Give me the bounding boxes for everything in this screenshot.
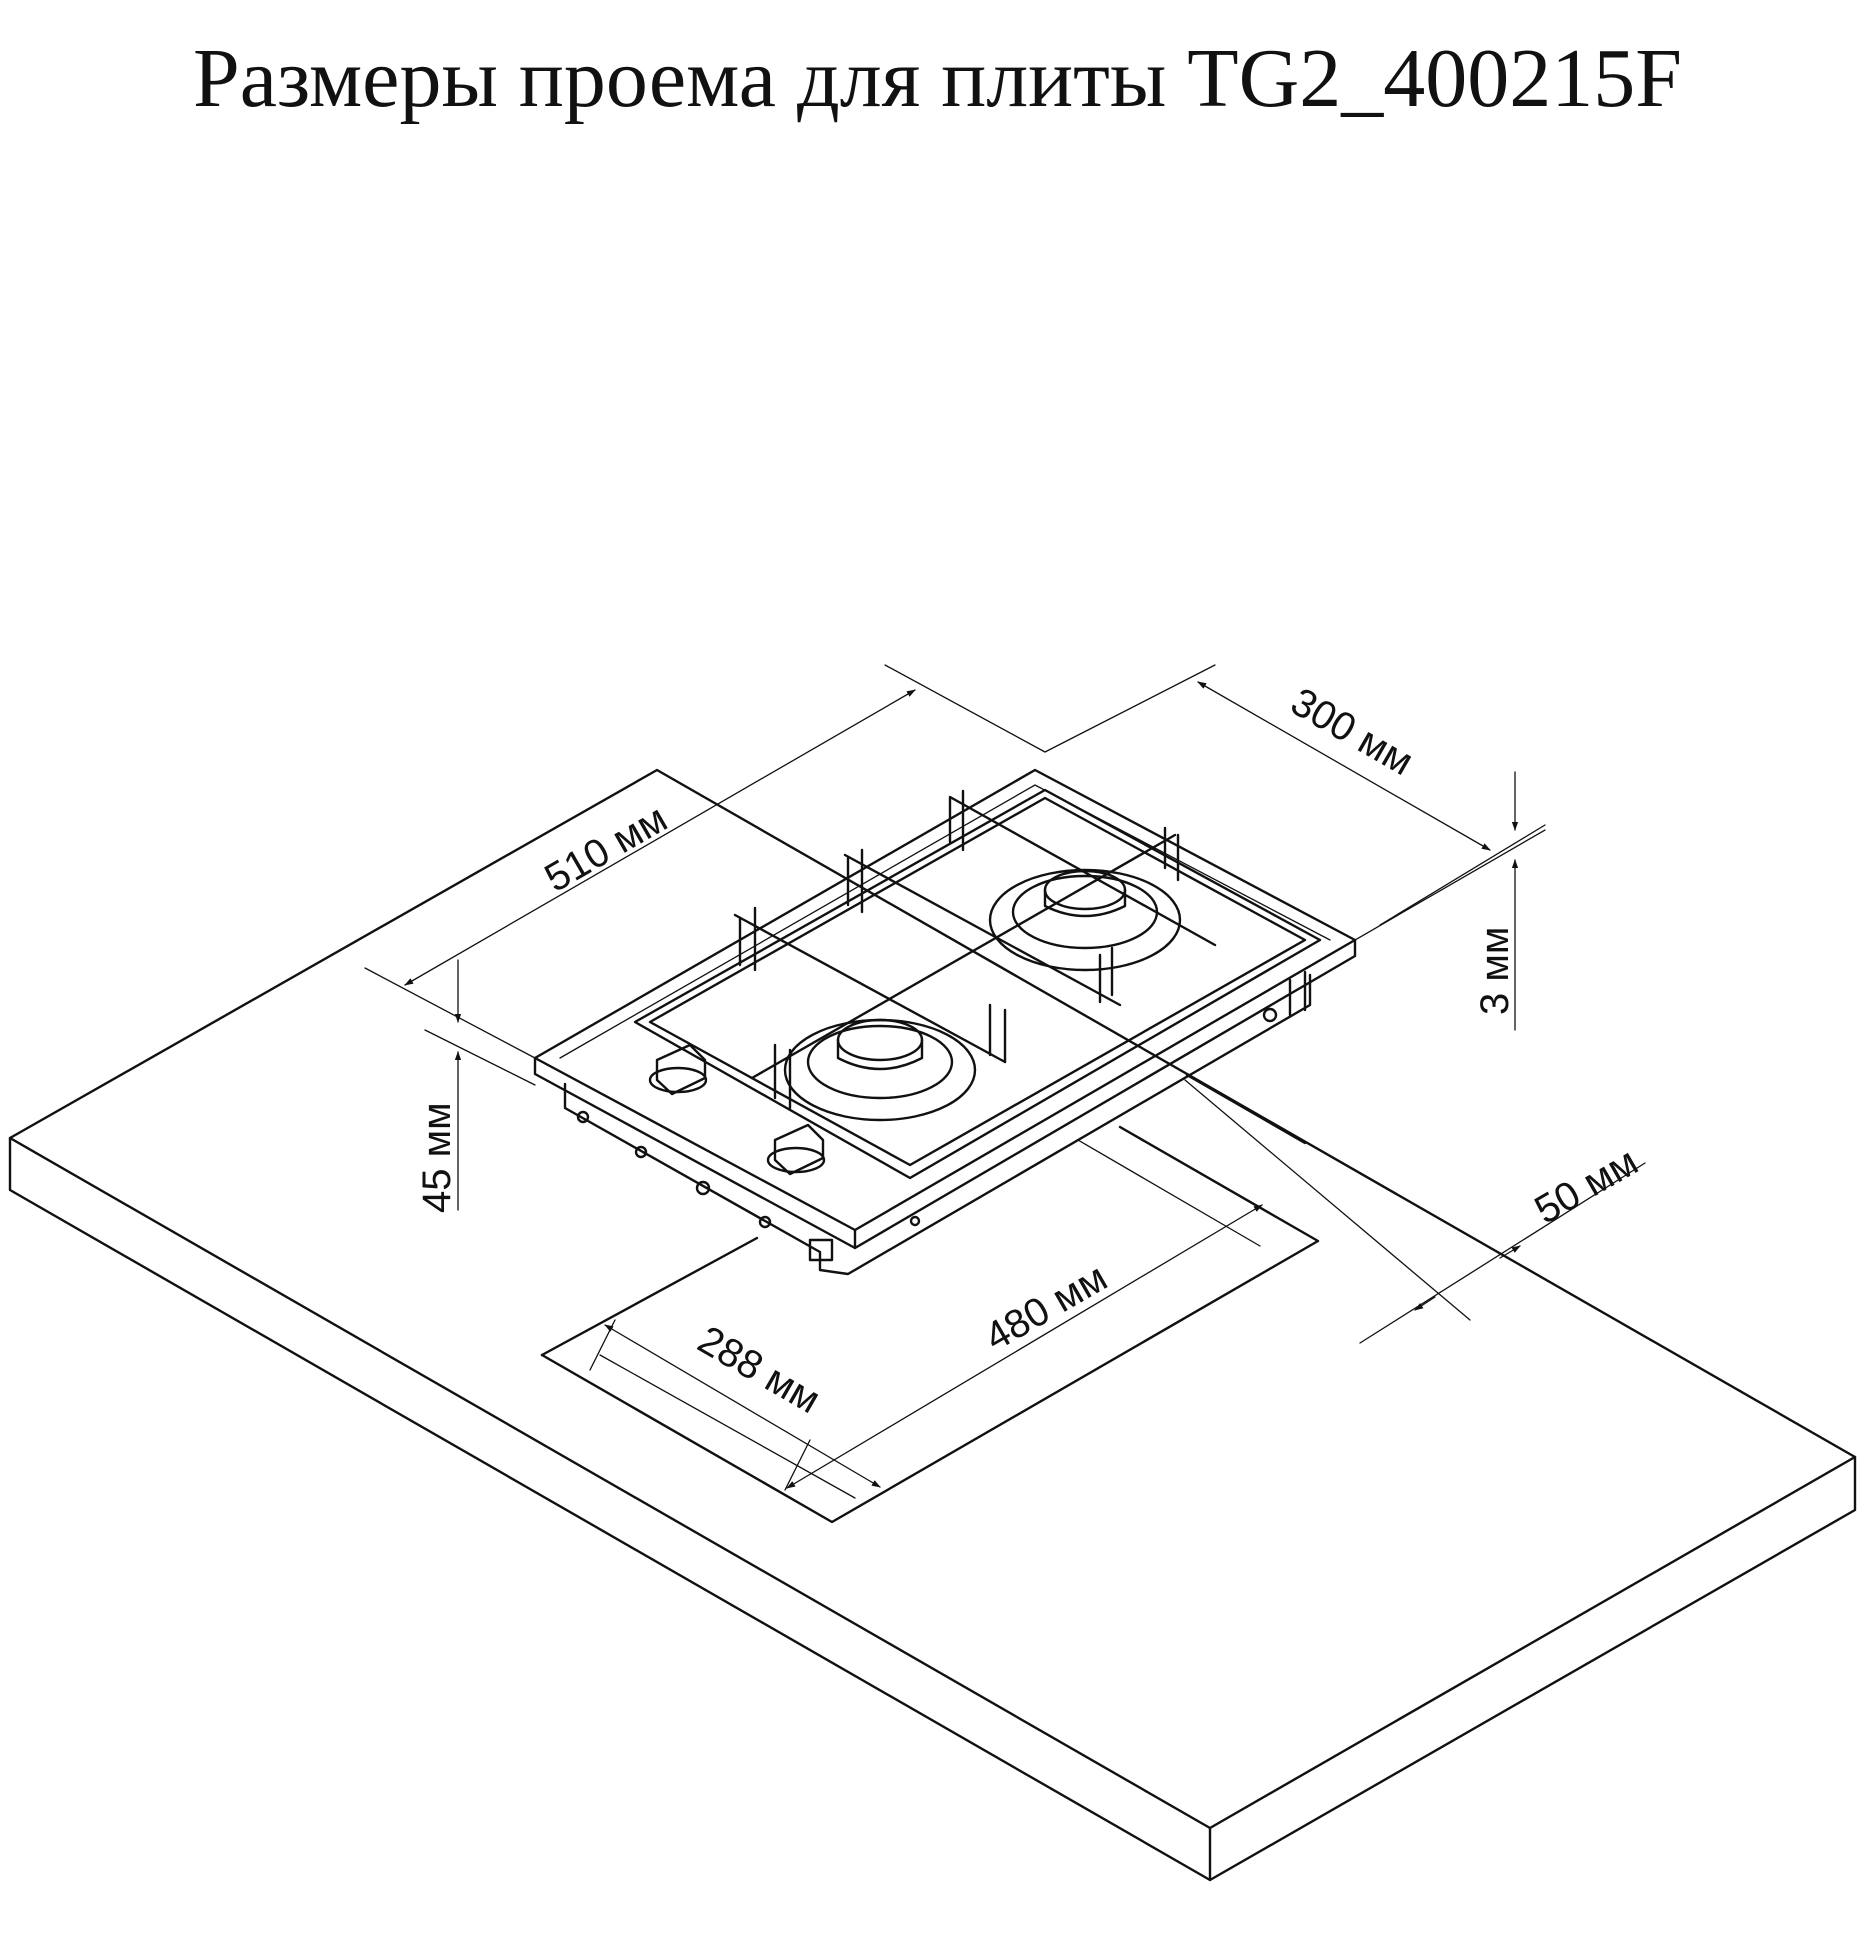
dim-480-label: 480 мм [977,1255,1115,1360]
left-knob [650,1045,706,1094]
drawing-title: Размеры проема для плиты TG2_400215F [193,32,1682,125]
dim-45-label: 45 мм [415,1102,459,1213]
small-burner [785,1020,975,1120]
dim-50-label: 50 мм [1527,1139,1646,1233]
dimension-lines [365,665,1645,1498]
right-knob [768,1125,824,1174]
dim-510-label: 510 мм [537,796,675,901]
countertop [10,770,1855,1880]
pan-support-grate [635,790,1320,1178]
dim-288-label: 288 мм [690,1317,828,1423]
hob [535,770,1355,1274]
large-burner [990,870,1180,970]
dim-3-label: 3 мм [1473,926,1517,1015]
dim-300-label: 300 мм [1283,679,1421,785]
